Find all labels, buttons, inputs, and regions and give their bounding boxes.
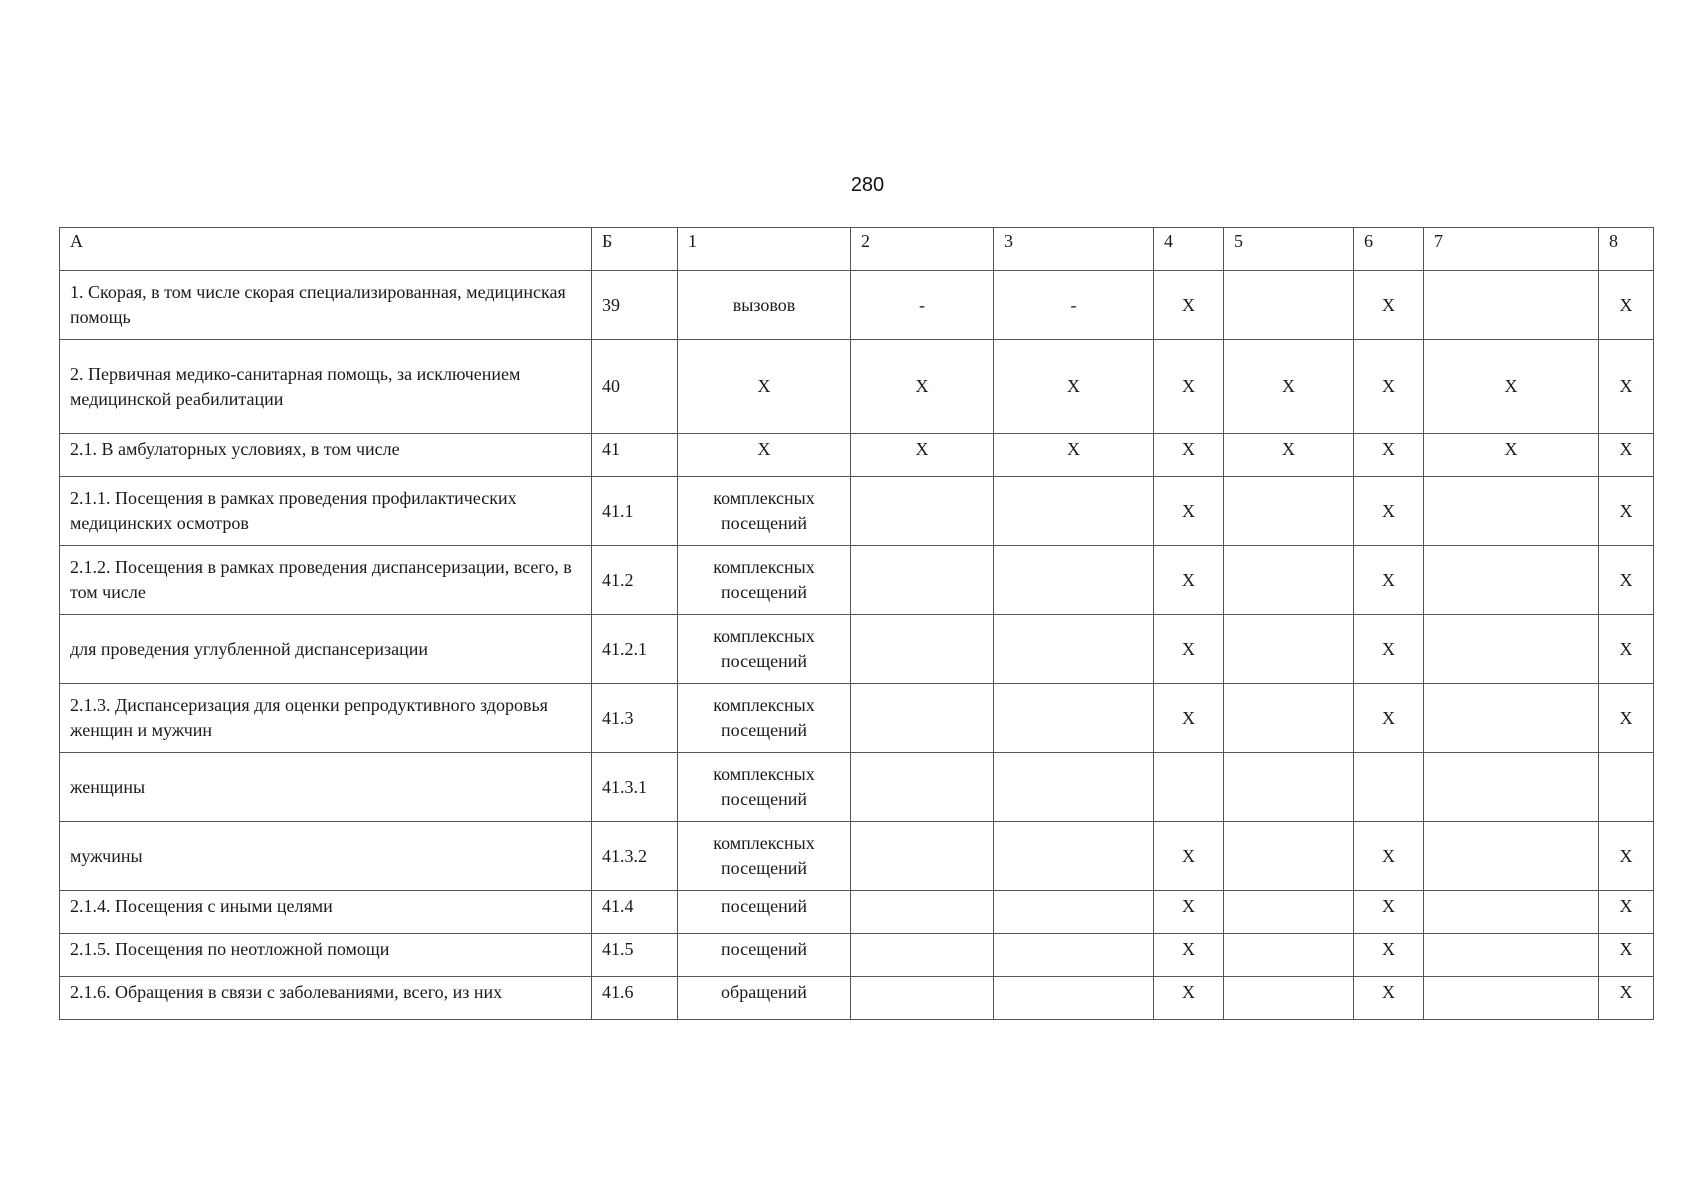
value-cell-2 <box>851 934 994 977</box>
row-label: женщины <box>60 753 592 822</box>
value-cell-6: X <box>1354 434 1424 477</box>
value-cell-8: X <box>1599 934 1654 977</box>
table-header-row <box>60 228 1654 271</box>
row-label: 2.1.5. Посещения по неотложной помощи <box>60 934 592 977</box>
value-cell-7: X <box>1424 340 1599 434</box>
row-code: 41.3.2 <box>592 822 678 891</box>
page-number: 280 <box>850 174 885 196</box>
header-cell: 2 <box>851 228 994 271</box>
value-cell-7: X <box>1424 434 1599 477</box>
header-cell: 7 <box>1424 228 1599 271</box>
value-cell-6: X <box>1354 615 1424 684</box>
table-row <box>60 271 1654 340</box>
value-cell-5: X <box>1224 340 1354 434</box>
header-cell: 1 <box>678 228 851 271</box>
row-code: 41 <box>592 434 678 477</box>
unit-cell: комплексных посещений <box>678 822 851 891</box>
row-code: 41.2 <box>592 546 678 615</box>
data-table <box>59 227 1654 1020</box>
value-cell-8: X <box>1599 615 1654 684</box>
value-cell-7 <box>1424 934 1599 977</box>
value-cell-6: X <box>1354 546 1424 615</box>
unit-cell: комплексных посещений <box>678 753 851 822</box>
value-cell-6: X <box>1354 891 1424 934</box>
row-code: 41.3 <box>592 684 678 753</box>
table-row <box>60 615 1654 684</box>
value-cell-4: X <box>1154 434 1224 477</box>
table-row <box>60 684 1654 753</box>
value-cell-3 <box>994 477 1154 546</box>
value-cell-2 <box>851 822 994 891</box>
value-cell-6 <box>1354 753 1424 822</box>
unit-cell: комплексных посещений <box>678 684 851 753</box>
table-row <box>60 934 1654 977</box>
value-cell-2: X <box>851 340 994 434</box>
value-cell-5 <box>1224 546 1354 615</box>
value-cell-3: X <box>994 340 1154 434</box>
value-cell-4: X <box>1154 615 1224 684</box>
value-cell-6: X <box>1354 684 1424 753</box>
value-cell-5: X <box>1224 434 1354 477</box>
unit-cell: X <box>678 434 851 477</box>
unit-cell: вызовов <box>678 271 851 340</box>
table-row <box>60 977 1654 1020</box>
row-label: 2.1.4. Посещения с иными целями <box>60 891 592 934</box>
value-cell-3: X <box>994 434 1154 477</box>
row-code: 41.2.1 <box>592 615 678 684</box>
header-cell: А <box>60 228 592 271</box>
row-code: 41.5 <box>592 934 678 977</box>
row-label: 2.1.1. Посещения в рамках проведения профилактических медицинских осмотров <box>60 477 592 546</box>
value-cell-4: X <box>1154 546 1224 615</box>
value-cell-3 <box>994 891 1154 934</box>
unit-cell: посещений <box>678 934 851 977</box>
unit-cell: X <box>678 340 851 434</box>
value-cell-7 <box>1424 891 1599 934</box>
header-cell: 3 <box>994 228 1154 271</box>
value-cell-2 <box>851 477 994 546</box>
value-cell-2 <box>851 753 994 822</box>
value-cell-2 <box>851 977 994 1020</box>
row-code: 39 <box>592 271 678 340</box>
value-cell-4 <box>1154 753 1224 822</box>
table-row <box>60 546 1654 615</box>
value-cell-8: X <box>1599 891 1654 934</box>
value-cell-2: - <box>851 271 994 340</box>
table-row <box>60 822 1654 891</box>
value-cell-7 <box>1424 977 1599 1020</box>
value-cell-2: X <box>851 434 994 477</box>
value-cell-8: X <box>1599 684 1654 753</box>
value-cell-5 <box>1224 615 1354 684</box>
value-cell-8: X <box>1599 434 1654 477</box>
value-cell-3 <box>994 822 1154 891</box>
header-cell: Б <box>592 228 678 271</box>
value-cell-4: X <box>1154 340 1224 434</box>
value-cell-6: X <box>1354 934 1424 977</box>
value-cell-2 <box>851 546 994 615</box>
unit-cell: комплексных посещений <box>678 477 851 546</box>
table-row <box>60 753 1654 822</box>
value-cell-4: X <box>1154 477 1224 546</box>
value-cell-7 <box>1424 615 1599 684</box>
unit-cell: посещений <box>678 891 851 934</box>
value-cell-4: X <box>1154 977 1224 1020</box>
value-cell-6: X <box>1354 271 1424 340</box>
unit-cell: обращений <box>678 977 851 1020</box>
value-cell-7 <box>1424 271 1599 340</box>
row-label: 2. Первичная медико-санитарная помощь, за исключением медицинской реабилитации <box>60 340 592 434</box>
value-cell-7 <box>1424 822 1599 891</box>
value-cell-3: - <box>994 271 1154 340</box>
value-cell-3 <box>994 977 1154 1020</box>
row-code: 41.3.1 <box>592 753 678 822</box>
value-cell-3 <box>994 546 1154 615</box>
value-cell-6: X <box>1354 477 1424 546</box>
unit-cell: комплексных посещений <box>678 615 851 684</box>
value-cell-8: X <box>1599 271 1654 340</box>
value-cell-5 <box>1224 753 1354 822</box>
value-cell-3 <box>994 934 1154 977</box>
value-cell-8: X <box>1599 340 1654 434</box>
value-cell-6: X <box>1354 822 1424 891</box>
value-cell-4: X <box>1154 822 1224 891</box>
header-cell: 5 <box>1224 228 1354 271</box>
value-cell-4: X <box>1154 934 1224 977</box>
table-row <box>60 340 1654 434</box>
table-row <box>60 891 1654 934</box>
value-cell-5 <box>1224 934 1354 977</box>
value-cell-4: X <box>1154 271 1224 340</box>
value-cell-4: X <box>1154 891 1224 934</box>
value-cell-6: X <box>1354 977 1424 1020</box>
row-code: 41.6 <box>592 977 678 1020</box>
table-row <box>60 434 1654 477</box>
value-cell-5 <box>1224 822 1354 891</box>
value-cell-7 <box>1424 753 1599 822</box>
row-label: для проведения углубленной диспансеризации <box>60 615 592 684</box>
header-cell: 4 <box>1154 228 1224 271</box>
value-cell-7 <box>1424 546 1599 615</box>
header-cell: 8 <box>1599 228 1654 271</box>
value-cell-3 <box>994 753 1154 822</box>
value-cell-6: X <box>1354 340 1424 434</box>
value-cell-8: X <box>1599 477 1654 546</box>
row-label: 2.1.6. Обращения в связи с заболеваниями, всего, из них <box>60 977 592 1020</box>
value-cell-5 <box>1224 477 1354 546</box>
value-cell-8: X <box>1599 977 1654 1020</box>
value-cell-4: X <box>1154 684 1224 753</box>
row-code: 40 <box>592 340 678 434</box>
value-cell-2 <box>851 891 994 934</box>
row-label: 1. Скорая, в том числе скорая специализированная, медицинская помощь <box>60 271 592 340</box>
value-cell-7 <box>1424 684 1599 753</box>
value-cell-2 <box>851 684 994 753</box>
value-cell-8: X <box>1599 546 1654 615</box>
row-label: 2.1.3. Диспансеризация для оценки репродуктивного здоровья женщин и мужчин <box>60 684 592 753</box>
header-cell: 6 <box>1354 228 1424 271</box>
value-cell-3 <box>994 684 1154 753</box>
value-cell-7 <box>1424 477 1599 546</box>
row-label: 2.1.2. Посещения в рамках проведения диспансеризации, всего, в том числе <box>60 546 592 615</box>
row-label: 2.1. В амбулаторных условиях, в том числе <box>60 434 592 477</box>
value-cell-5 <box>1224 977 1354 1020</box>
row-code: 41.1 <box>592 477 678 546</box>
row-code: 41.4 <box>592 891 678 934</box>
value-cell-5 <box>1224 271 1354 340</box>
value-cell-5 <box>1224 684 1354 753</box>
table-row <box>60 477 1654 546</box>
value-cell-5 <box>1224 891 1354 934</box>
value-cell-2 <box>851 615 994 684</box>
unit-cell: комплексных посещений <box>678 546 851 615</box>
value-cell-3 <box>994 615 1154 684</box>
row-label: мужчины <box>60 822 592 891</box>
value-cell-8: X <box>1599 822 1654 891</box>
value-cell-8 <box>1599 753 1654 822</box>
